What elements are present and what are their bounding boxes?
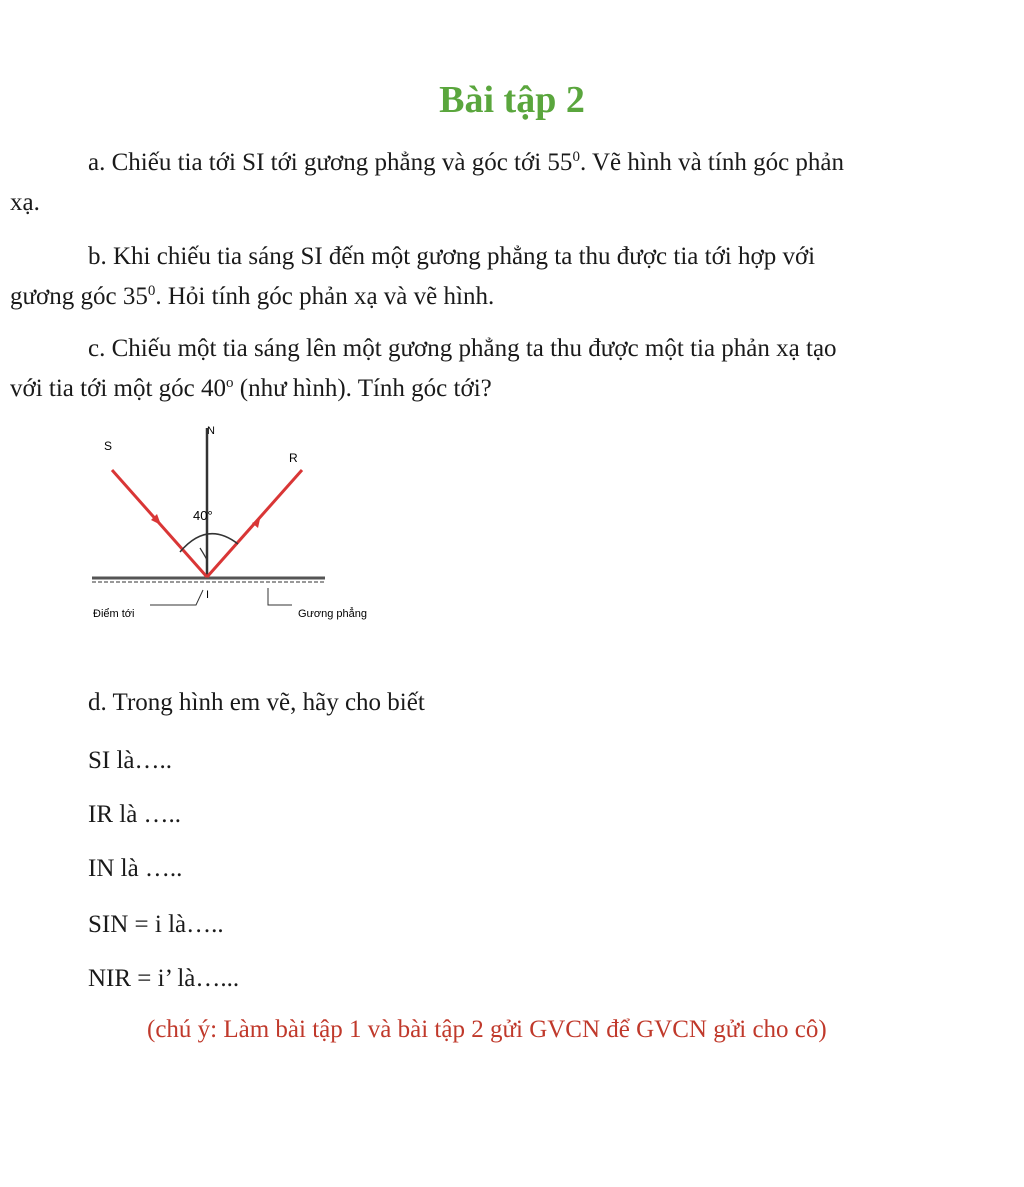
label-point: Điểm tới bbox=[93, 608, 135, 620]
part-b-line2: gương góc $35^0$. Hỏi tính góc phản xạ và vẽ hình. bbox=[10, 283, 495, 310]
label-s: S bbox=[104, 439, 113, 453]
mirror-pointer bbox=[268, 588, 292, 605]
label-i: I bbox=[206, 589, 210, 601]
part-a-line1: a. Chiếu tia tới SI tới gương phẳng và góc tới $55^0$. Vẽ hình và tính góc phản bbox=[88, 149, 845, 176]
label-n: N bbox=[207, 425, 215, 437]
part-b-line1: b. Khi chiếu tia sáng SI đến một gương phẳng ta thu được tia tới hợp với bbox=[88, 243, 816, 270]
part-d-q2: IR là ….. bbox=[88, 801, 182, 828]
part-d-q4: SIN = i là….. bbox=[88, 911, 224, 938]
angle-arc bbox=[180, 534, 238, 552]
label-mirror: Gương phẳng bbox=[298, 608, 368, 620]
note-text: (chú ý: Làm bài tập 1 và bài tập 2 gửi GVCN để GVCN gửi cho cô) bbox=[147, 1016, 827, 1043]
label-r: R bbox=[289, 451, 298, 465]
label-angle: 40° bbox=[193, 508, 213, 523]
part-d-intro: d. Trong hình em vẽ, hãy cho biết bbox=[88, 689, 425, 716]
part-d-q5: NIR = i’ là…... bbox=[88, 965, 240, 992]
reflection-diagram bbox=[60, 410, 420, 635]
page-title: Bài tập 2 bbox=[439, 79, 585, 121]
part-d-q3: IN là ….. bbox=[88, 855, 183, 882]
part-a-line2: xạ. bbox=[10, 189, 40, 216]
part-c-line1: c. Chiếu một tia sáng lên một gương phẳng ta thu được một tia phản xạ tạo bbox=[88, 335, 837, 362]
part-d-q1: SI là….. bbox=[88, 747, 173, 774]
point-pointer bbox=[150, 590, 203, 605]
part-c-line2: với tia tới một góc 40$^o$ (như hình). Tính góc tới? bbox=[10, 375, 492, 402]
